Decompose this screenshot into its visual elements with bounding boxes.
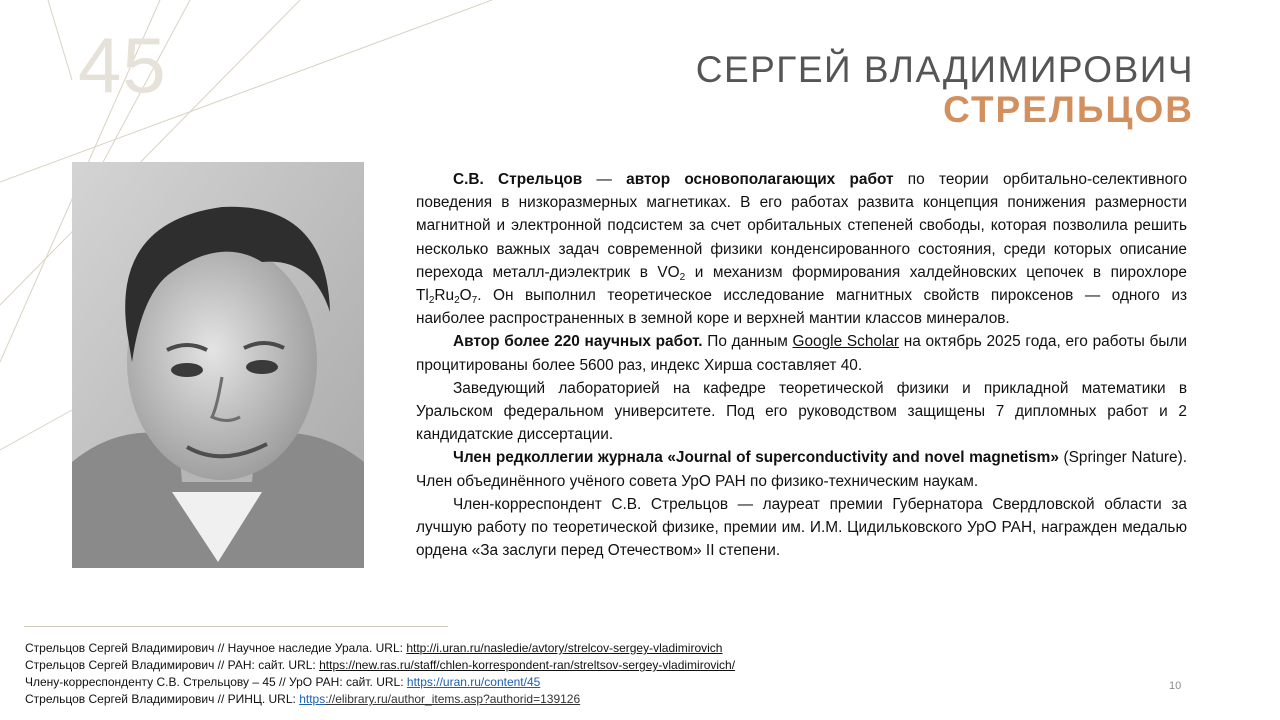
deco-line (48, 0, 72, 80)
subscript: 2 (428, 295, 435, 307)
text-span: и механизм формирования халдейновских цепочек в пирохлоре Tl (416, 263, 1187, 305)
bold-text: автор основополагающих работ (626, 171, 894, 188)
text-span: По данным (702, 333, 793, 351)
text-span: по теории орбитально-селективного поведения в низкоразмерных магнетиках. В его работах развита концепция понижения размерности магнитной и электронной подсистем за счет орбитальных степеней свободы, которая позволила решить несколько важных задач современной физики конденсированного состояния, среди которых описание перехода металл-диэлектрик в VO (416, 171, 1188, 281)
bio-paragraph: Заведующий лабораторией на кафедре теоретической физики и прикладной математики в Уральском федеральном университете. Под его руководством защищены 7 дипломных работ и 2 кандидатские диссертации. (416, 379, 1187, 444)
reference-link[interactable]: ://elibrary.ru/author_items.asp?authorid=139126 (325, 692, 581, 706)
subscript: 2 (679, 271, 686, 283)
reference-item (25, 640, 735, 657)
deco-line (0, 0, 492, 182)
reference-item (25, 691, 735, 708)
reference-text: Члену-корреспонденту С.В. Стрельцову – 45 // УрО РАН: сайт. URL: (25, 675, 407, 689)
bold-text: Член редколлегии журнала «Journal of superconductivity and novel magnetism» (453, 449, 1059, 467)
text-span: (Springer Nature). Член объединённого учёного совета УрО РАН по физико-техническим наукам. (416, 449, 1187, 490)
page-title (696, 50, 1194, 130)
title-last-name: СТРЕЛЬЦОВ (943, 89, 1194, 130)
portrait-illustration (72, 162, 364, 568)
text-span: — (582, 171, 627, 188)
reference-link[interactable]: https://new.ras.ru/staff/chlen-korrespondent-ran/streltsov-sergey-vladimirovich/ (319, 658, 736, 672)
page-number: 10 (1169, 680, 1182, 692)
portrait-photo (72, 162, 364, 568)
reference-item (25, 674, 735, 691)
text-span: на октябрь 2025 года, его работы были процитированы более 5600 раз, индекс Хирша составляет 40. (416, 333, 1188, 374)
reference-link[interactable]: https (299, 692, 326, 706)
reference-item (25, 657, 735, 674)
google-scholar-link[interactable]: Google Scholar (792, 333, 900, 351)
bio-paragraph (416, 446, 1187, 492)
title-first-name: СЕРГЕЙ ВЛАДИМИРОВИЧ (695, 49, 1194, 90)
subscript: 2 (454, 295, 460, 307)
bold-text: С.В. Стрельцов (453, 171, 583, 188)
bio-paragraph: Член-корреспондент С.В. Стрельцов — лауреат премии Губернатора Свердловской области за лучшую работу по теоретической физике, премии им. И.М. Цидильковского УрО РАН, награжден медалью ордена «За заслуги перед Отечеством» II степени. (416, 495, 1187, 560)
footnote-divider (24, 626, 448, 627)
reference-text: Стрельцов Сергей Владимирович // Научное наследие Урала. URL: (25, 641, 407, 655)
anniversary-number: 45 (78, 21, 167, 109)
subscript: 7 (471, 295, 478, 307)
bio-paragraph (416, 330, 1187, 376)
reference-link[interactable]: http://i.uran.ru/nasledie/avtory/strelcov-sergey-vladimirovich (406, 641, 723, 655)
bold-text: Автор более 220 научных работ. (453, 333, 703, 351)
reference-link[interactable]: https://uran.ru/content/45 (406, 675, 541, 689)
reference-text: Стрельцов Сергей Владимирович // РАН: сайт. URL: (25, 658, 320, 672)
text-span: O (459, 287, 472, 305)
bio-paragraph (416, 168, 1187, 330)
reference-text: Стрельцов Сергей Владимирович // РИНЦ. URL: (25, 692, 300, 706)
text-span: Ru (434, 287, 455, 305)
deco-line (0, 410, 72, 450)
text-span: . Он выполнил теоретическое исследование магнитных свойств пироксенов — одного из наиболее распространенных в земной коре и верхней мантии классов минералов. (416, 287, 1187, 328)
biography-text (416, 168, 1187, 562)
references (25, 640, 735, 708)
